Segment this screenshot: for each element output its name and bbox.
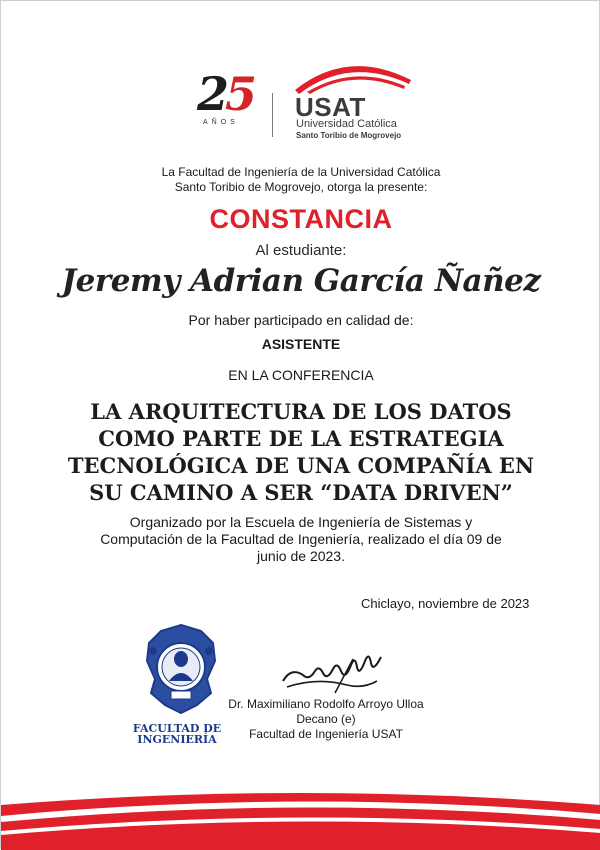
intro-line: Santo Toribio de Mogrovejo, otorga la presente: bbox=[174, 180, 428, 194]
anniversary-number: 25 bbox=[197, 67, 254, 121]
topic-line: COMO PARTE DE LA ESTRATEGIA bbox=[98, 426, 504, 451]
anniversary-25-logo bbox=[197, 67, 255, 137]
seal-caption-line: FACULTAD DE bbox=[132, 722, 222, 735]
anniversary-word: AÑOS bbox=[203, 119, 239, 126]
recipient-label: Al estudiante: bbox=[255, 242, 347, 259]
intro-text bbox=[1, 165, 600, 195]
usat-university-sub: Santo Toribio de Mogrovejo bbox=[296, 131, 402, 140]
place-date: Chiclayo, noviembre de 2023 bbox=[361, 596, 530, 611]
organizer-line: Computación de la Facultad de Ingeniería, realizado el día 09 de bbox=[100, 531, 502, 547]
usat-university-name: Universidad Católica bbox=[296, 118, 397, 130]
event-label: EN LA CONFERENCIA bbox=[228, 367, 374, 383]
signer-name: Dr. Maximiliano Rodolfo Arroyo Ulloa bbox=[228, 697, 424, 711]
usat-logo bbox=[293, 56, 413, 141]
organizer-line: Organizado por la Escuela de Ingeniería de Sistemas y bbox=[129, 514, 473, 530]
conference-topic bbox=[1, 398, 600, 506]
participation-label: Por haber participado en calidad de: bbox=[188, 312, 414, 328]
usat-short-name: USAT bbox=[295, 92, 366, 122]
signer-block bbox=[211, 697, 441, 742]
student-name: Jeremy Adrian García Ñañez bbox=[61, 263, 541, 299]
certificate-title: CONSTANCIA bbox=[209, 204, 393, 234]
footer-red-band bbox=[1, 787, 600, 850]
organizer-text bbox=[1, 514, 600, 565]
organizer-line: junio de 2023. bbox=[257, 548, 345, 564]
signature-icon bbox=[277, 647, 387, 699]
seal-caption-line: INGENIERÍA bbox=[137, 733, 217, 746]
signer-unit: Facultad de Ingeniería USAT bbox=[249, 727, 403, 741]
usat-arc-icon bbox=[293, 56, 413, 96]
signer-title: Decano (e) bbox=[296, 712, 356, 726]
intro-line: La Facultad de Ingeniería de la Universidad Católica bbox=[161, 165, 441, 179]
topic-line: TECNOLÓGICA DE UNA COMPAÑÍA EN bbox=[67, 453, 535, 478]
topic-line: LA ARQUITECTURA DE LOS DATOS bbox=[90, 399, 512, 424]
participation-role: ASISTENTE bbox=[261, 336, 341, 352]
logo-divider bbox=[272, 93, 273, 137]
topic-line: SU CAMINO A SER “DATA DRIVEN” bbox=[89, 480, 513, 505]
